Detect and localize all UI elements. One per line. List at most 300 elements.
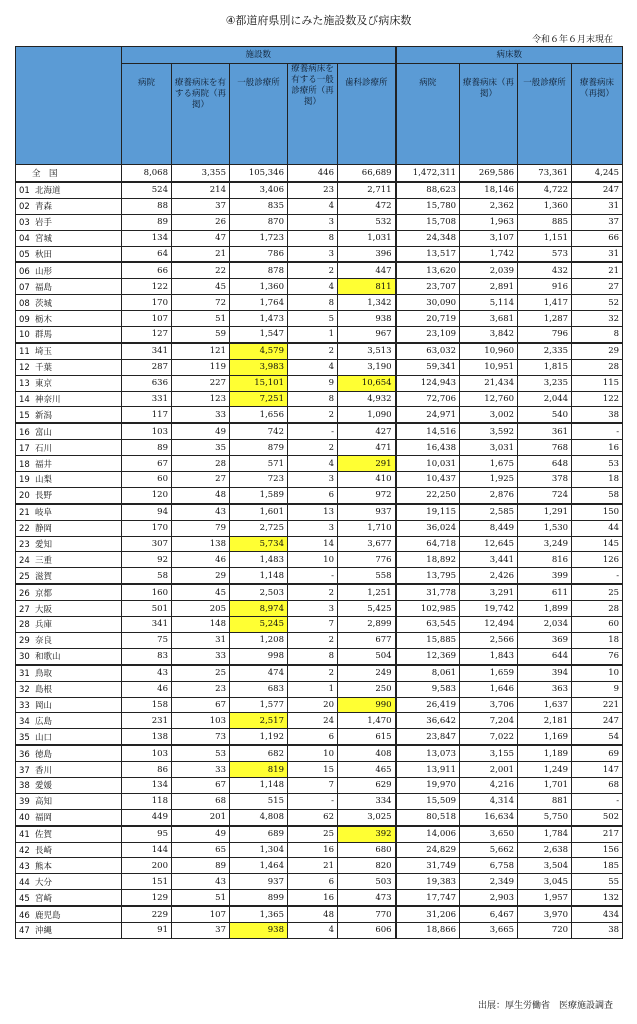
cell: 103 (122, 745, 172, 761)
prefecture-code: 20 (19, 491, 30, 502)
cell: 1,464 (230, 858, 288, 874)
cell: 449 (122, 809, 172, 825)
cell: 185 (572, 858, 623, 874)
cell: 2,362 (460, 198, 518, 214)
cell: 2,638 (518, 842, 572, 858)
cell: 86 (122, 762, 172, 778)
table-row (16, 713, 623, 729)
cell: 392 (338, 826, 396, 842)
prefecture-code: 32 (19, 685, 30, 696)
cell: 18 (572, 632, 623, 648)
table-row (16, 906, 623, 922)
cell: 6 (288, 729, 338, 745)
prefecture-name: 宮城 (35, 234, 53, 245)
cell: 3 (288, 246, 338, 262)
cell: 1,360 (230, 279, 288, 295)
cell: 2 (288, 407, 338, 423)
cell: 4,932 (338, 391, 396, 407)
table-row (16, 520, 623, 536)
table-row (16, 262, 623, 278)
cell: 820 (338, 858, 396, 874)
cell: 4,245 (572, 165, 623, 183)
prefecture-code: 35 (19, 732, 30, 743)
cell: 79 (172, 520, 230, 536)
cell: 5,114 (460, 295, 518, 311)
cell: 677 (338, 632, 396, 648)
cell: 54 (572, 729, 623, 745)
cell: 72 (172, 295, 230, 311)
cell: 10,951 (460, 359, 518, 375)
cell: 66 (122, 262, 172, 278)
cell: 123 (172, 391, 230, 407)
cell: 524 (122, 182, 172, 198)
cell: 6,467 (460, 906, 518, 922)
prefecture-name: 佐賀 (35, 830, 53, 841)
cell: 723 (230, 472, 288, 488)
cell: 13,620 (396, 262, 460, 278)
cell: 67 (172, 697, 230, 713)
col-bed-hospital-ltc: 療養病床（再掲） (460, 64, 518, 165)
prefecture-code: 28 (19, 620, 30, 631)
prefecture-name: 東京 (35, 379, 53, 390)
cell: 1,742 (460, 246, 518, 262)
cell: 124,943 (396, 375, 460, 391)
cell: 94 (122, 504, 172, 520)
cell: 680 (338, 842, 396, 858)
row-name (16, 890, 122, 906)
cell: 3,706 (460, 697, 518, 713)
cell: 43 (172, 504, 230, 520)
row-name (16, 874, 122, 890)
cell: 45 (172, 584, 230, 600)
prefecture-name: 山口 (35, 732, 53, 743)
prefecture-code: 15 (19, 410, 30, 421)
cell: 2,426 (460, 568, 518, 584)
table-row (16, 665, 623, 681)
cell: 49 (172, 423, 230, 439)
cell: 532 (338, 214, 396, 230)
cell: 4 (288, 359, 338, 375)
cell: 4 (288, 922, 338, 938)
row-name (16, 713, 122, 729)
cell: 25 (172, 665, 230, 681)
cell: 3,677 (338, 536, 396, 552)
cell: 1,208 (230, 632, 288, 648)
prefecture-code: 02 (19, 202, 30, 213)
cell: 59 (172, 327, 230, 343)
cell: 47 (172, 230, 230, 246)
cell: 5,425 (338, 601, 396, 617)
cell: 66 (572, 230, 623, 246)
cell: 247 (572, 713, 623, 729)
cell: 768 (518, 440, 572, 456)
cell: 48 (288, 906, 338, 922)
cell: 8 (288, 295, 338, 311)
cell: 3,025 (338, 809, 396, 825)
cell: 502 (572, 809, 623, 825)
prefecture-name: 宮崎 (35, 893, 53, 904)
prefecture-name: 岐阜 (35, 508, 53, 519)
cell: 1,656 (230, 407, 288, 423)
cell: 4,722 (518, 182, 572, 198)
cell: 3,107 (460, 230, 518, 246)
cell: - (288, 793, 338, 809)
cell: 937 (338, 504, 396, 520)
cell: 23 (288, 182, 338, 198)
cell: 88,623 (396, 182, 460, 198)
cell: 1,925 (460, 472, 518, 488)
prefecture-code: 44 (19, 877, 30, 888)
row-name (16, 327, 122, 343)
cell: 776 (338, 552, 396, 568)
prefecture-name: 京都 (35, 588, 53, 599)
cell: 682 (230, 745, 288, 761)
cell: 1,189 (518, 745, 572, 761)
row-name (16, 246, 122, 262)
cell: 1,589 (230, 487, 288, 503)
prefecture-code: 08 (19, 298, 30, 309)
cell: 28 (572, 359, 623, 375)
prefecture-code: 06 (19, 266, 30, 277)
prefecture-code: 18 (19, 459, 30, 470)
cell: 3,155 (460, 745, 518, 761)
cell: 69 (572, 745, 623, 761)
cell: 2,503 (230, 584, 288, 600)
cell: 66,689 (338, 165, 396, 183)
cell: 44 (572, 520, 623, 536)
table-row (16, 214, 623, 230)
cell: 64,718 (396, 536, 460, 552)
cell: 938 (338, 311, 396, 327)
cell: 49 (172, 826, 230, 842)
cell: 22 (172, 262, 230, 278)
cell: 160 (122, 584, 172, 600)
table-row (16, 536, 623, 552)
cell: 446 (288, 165, 338, 183)
cell: 52 (572, 295, 623, 311)
facility-bed-table (15, 46, 623, 939)
row-name (16, 906, 122, 922)
cell: 170 (122, 295, 172, 311)
cell: 51 (172, 311, 230, 327)
row-name (16, 262, 122, 278)
table-row (16, 230, 623, 246)
prefecture-name: 山梨 (35, 475, 53, 486)
cell: 13,517 (396, 246, 460, 262)
prefecture-name: 兵庫 (35, 620, 53, 631)
cell: 1,963 (460, 214, 518, 230)
cell: 1,815 (518, 359, 572, 375)
prefecture-name: 長野 (35, 491, 53, 502)
cell: 2,349 (460, 874, 518, 890)
cell: 1,843 (460, 648, 518, 664)
cell: 2,711 (338, 182, 396, 198)
prefecture-code: 05 (19, 250, 30, 260)
prefecture-code: 37 (19, 765, 30, 776)
cell: 1,148 (230, 568, 288, 584)
cell: 26,419 (396, 697, 460, 713)
cell: 1,701 (518, 777, 572, 793)
row-name (16, 295, 122, 311)
cell: 3 (288, 214, 338, 230)
row-name (16, 697, 122, 713)
cell: 134 (122, 230, 172, 246)
cell: 21 (572, 262, 623, 278)
col-bed-clinic: 一般診療所 (518, 64, 572, 165)
cell: 363 (518, 681, 572, 697)
prefecture-name: 大分 (35, 877, 53, 888)
cell: 229 (122, 906, 172, 922)
cell: 145 (572, 536, 623, 552)
table-row (16, 681, 623, 697)
cell: 38 (572, 407, 623, 423)
cell: 2,034 (518, 617, 572, 633)
cell: 3,665 (460, 922, 518, 938)
cell: 221 (572, 697, 623, 713)
cell: 1,148 (230, 777, 288, 793)
prefecture-name: 新潟 (35, 410, 53, 421)
cell: 6,758 (460, 858, 518, 874)
cell: 58 (572, 487, 623, 503)
cell: 43 (172, 874, 230, 890)
cell: 24,348 (396, 230, 460, 246)
table-row (16, 487, 623, 503)
cell: 15,885 (396, 632, 460, 648)
cell: 1,473 (230, 311, 288, 327)
cell: 1,472,311 (396, 165, 460, 183)
prefecture-code: 12 (19, 363, 30, 374)
table-row (16, 327, 623, 343)
cell: 43 (122, 665, 172, 681)
table-row (16, 826, 623, 842)
prefecture-code: 10 (19, 330, 30, 341)
cell: 83 (122, 648, 172, 664)
cell: 1,151 (518, 230, 572, 246)
cell: 63,545 (396, 617, 460, 633)
cell: 287 (122, 359, 172, 375)
cell: 2 (288, 632, 338, 648)
cell: 1,547 (230, 327, 288, 343)
cell: 37 (172, 922, 230, 938)
cell: 13 (288, 504, 338, 520)
cell: 16,438 (396, 440, 460, 456)
prefecture-code: 31 (19, 669, 30, 680)
cell: 12,645 (460, 536, 518, 552)
row-name (16, 407, 122, 423)
prefecture-name: 広島 (35, 716, 53, 727)
cell: 115 (572, 375, 623, 391)
as-of-date: 令和６年６月末現在 (531, 35, 613, 45)
prefecture-name: 岡山 (35, 700, 53, 711)
table-row (16, 456, 623, 472)
cell: 3,983 (230, 359, 288, 375)
cell: 89 (122, 214, 172, 230)
cell: 148 (172, 617, 230, 633)
row-name (16, 214, 122, 230)
cell: 636 (122, 375, 172, 391)
table-row (16, 777, 623, 793)
cell: 1,659 (460, 665, 518, 681)
header-blank (16, 47, 122, 165)
cell: 1,577 (230, 697, 288, 713)
cell: 307 (122, 536, 172, 552)
prefecture-name: 岩手 (35, 218, 53, 229)
cell: 51 (172, 890, 230, 906)
prefecture-code: 43 (19, 861, 30, 872)
prefecture-code: 47 (19, 926, 30, 937)
cell: 68 (172, 793, 230, 809)
cell: 23,707 (396, 279, 460, 295)
cell: 25 (572, 584, 623, 600)
table-row (16, 793, 623, 809)
prefecture-code: 13 (19, 379, 30, 390)
cell: 60 (572, 617, 623, 633)
cell: 15,708 (396, 214, 460, 230)
cell: 205 (172, 601, 230, 617)
col-bed-clinic-ltc: 療養病床（再掲） (572, 64, 623, 165)
cell: 1,784 (518, 826, 572, 842)
cell: 117 (122, 407, 172, 423)
cell: 12,494 (460, 617, 518, 633)
cell: 37 (172, 198, 230, 214)
cell: 18,892 (396, 552, 460, 568)
cell: 8 (288, 230, 338, 246)
cell: 10,031 (396, 456, 460, 472)
row-name (16, 311, 122, 327)
cell: 214 (172, 182, 230, 198)
cell: 1,417 (518, 295, 572, 311)
row-name (16, 601, 122, 617)
cell: 2 (288, 440, 338, 456)
prefecture-name: 神奈川 (35, 395, 61, 406)
cell: 20 (288, 697, 338, 713)
cell: 8 (288, 391, 338, 407)
row-name (16, 504, 122, 520)
cell: 972 (338, 487, 396, 503)
table-row (16, 617, 623, 633)
cell: 102,985 (396, 601, 460, 617)
cell: 899 (230, 890, 288, 906)
cell: 15 (288, 762, 338, 778)
cell: 16 (288, 890, 338, 906)
col-hospital-ltc: 療養病床を有する病院（再掲） (172, 64, 230, 165)
cell: 811 (338, 279, 396, 295)
cell: 21 (172, 246, 230, 262)
cell: 8,449 (460, 520, 518, 536)
cell: 742 (230, 423, 288, 439)
cell: 15,509 (396, 793, 460, 809)
prefecture-code: 46 (19, 910, 30, 921)
cell: 3,441 (460, 552, 518, 568)
table-row (16, 552, 623, 568)
cell: 3,235 (518, 375, 572, 391)
cell: 59,341 (396, 359, 460, 375)
row-name: 全 国 (16, 165, 122, 183)
cell: - (572, 423, 623, 439)
prefecture-code: 09 (19, 314, 30, 325)
cell: 2 (288, 584, 338, 600)
row-name (16, 375, 122, 391)
cell: 4 (288, 456, 338, 472)
cell: 127 (122, 327, 172, 343)
cell: 465 (338, 762, 396, 778)
cell: 1,470 (338, 713, 396, 729)
cell: 2 (288, 262, 338, 278)
cell: 18,146 (460, 182, 518, 198)
prefecture-name: 大阪 (35, 604, 53, 615)
cell: 503 (338, 874, 396, 890)
cell: 88 (122, 198, 172, 214)
cell: 5,750 (518, 809, 572, 825)
cell: 55 (572, 874, 623, 890)
table-row (16, 890, 623, 906)
cell: 2,335 (518, 343, 572, 359)
cell: 938 (230, 922, 288, 938)
cell: 3,504 (518, 858, 572, 874)
table-row (16, 440, 623, 456)
cell: 200 (122, 858, 172, 874)
table-row (16, 359, 623, 375)
row-name (16, 456, 122, 472)
cell: 720 (518, 922, 572, 938)
prefecture-name: 千葉 (35, 363, 53, 374)
table-row (16, 295, 623, 311)
prefecture-name: 滋賀 (35, 571, 53, 582)
table-row (16, 504, 623, 520)
cell: 247 (572, 182, 623, 198)
col-clinic: 一般診療所 (230, 64, 288, 165)
cell: 249 (338, 665, 396, 681)
cell: 23,109 (396, 327, 460, 343)
cell: 2 (288, 665, 338, 681)
prefecture-code: 34 (19, 716, 30, 727)
prefecture-code: 14 (19, 395, 30, 406)
cell: 23 (172, 681, 230, 697)
cell: 515 (230, 793, 288, 809)
cell: 20,719 (396, 311, 460, 327)
cell: 1,251 (338, 584, 396, 600)
cell: 5,734 (230, 536, 288, 552)
prefecture-name: 徳島 (35, 749, 53, 760)
cell: 8,974 (230, 601, 288, 617)
row-name (16, 617, 122, 633)
cell: 60 (122, 472, 172, 488)
cell: 3,513 (338, 343, 396, 359)
cell: 63,032 (396, 343, 460, 359)
cell: 816 (518, 552, 572, 568)
cell: - (288, 568, 338, 584)
prefecture-code: 36 (19, 749, 30, 760)
cell: 770 (338, 906, 396, 922)
table-row (16, 809, 623, 825)
row-name (16, 842, 122, 858)
cell: 107 (172, 906, 230, 922)
cell: 31 (572, 246, 623, 262)
cell: 32 (572, 311, 623, 327)
cell: 12,760 (460, 391, 518, 407)
header-beds: 病床数 (396, 47, 623, 64)
cell: 91 (122, 922, 172, 938)
prefecture-name: 沖縄 (35, 926, 53, 937)
cell: 8 (572, 327, 623, 343)
prefecture-name: 石川 (35, 443, 53, 454)
cell: 19,742 (460, 601, 518, 617)
cell: 2,566 (460, 632, 518, 648)
cell: 9 (288, 375, 338, 391)
cell: 8,068 (122, 165, 172, 183)
row-name (16, 536, 122, 552)
prefecture-name: 福岡 (35, 813, 53, 824)
